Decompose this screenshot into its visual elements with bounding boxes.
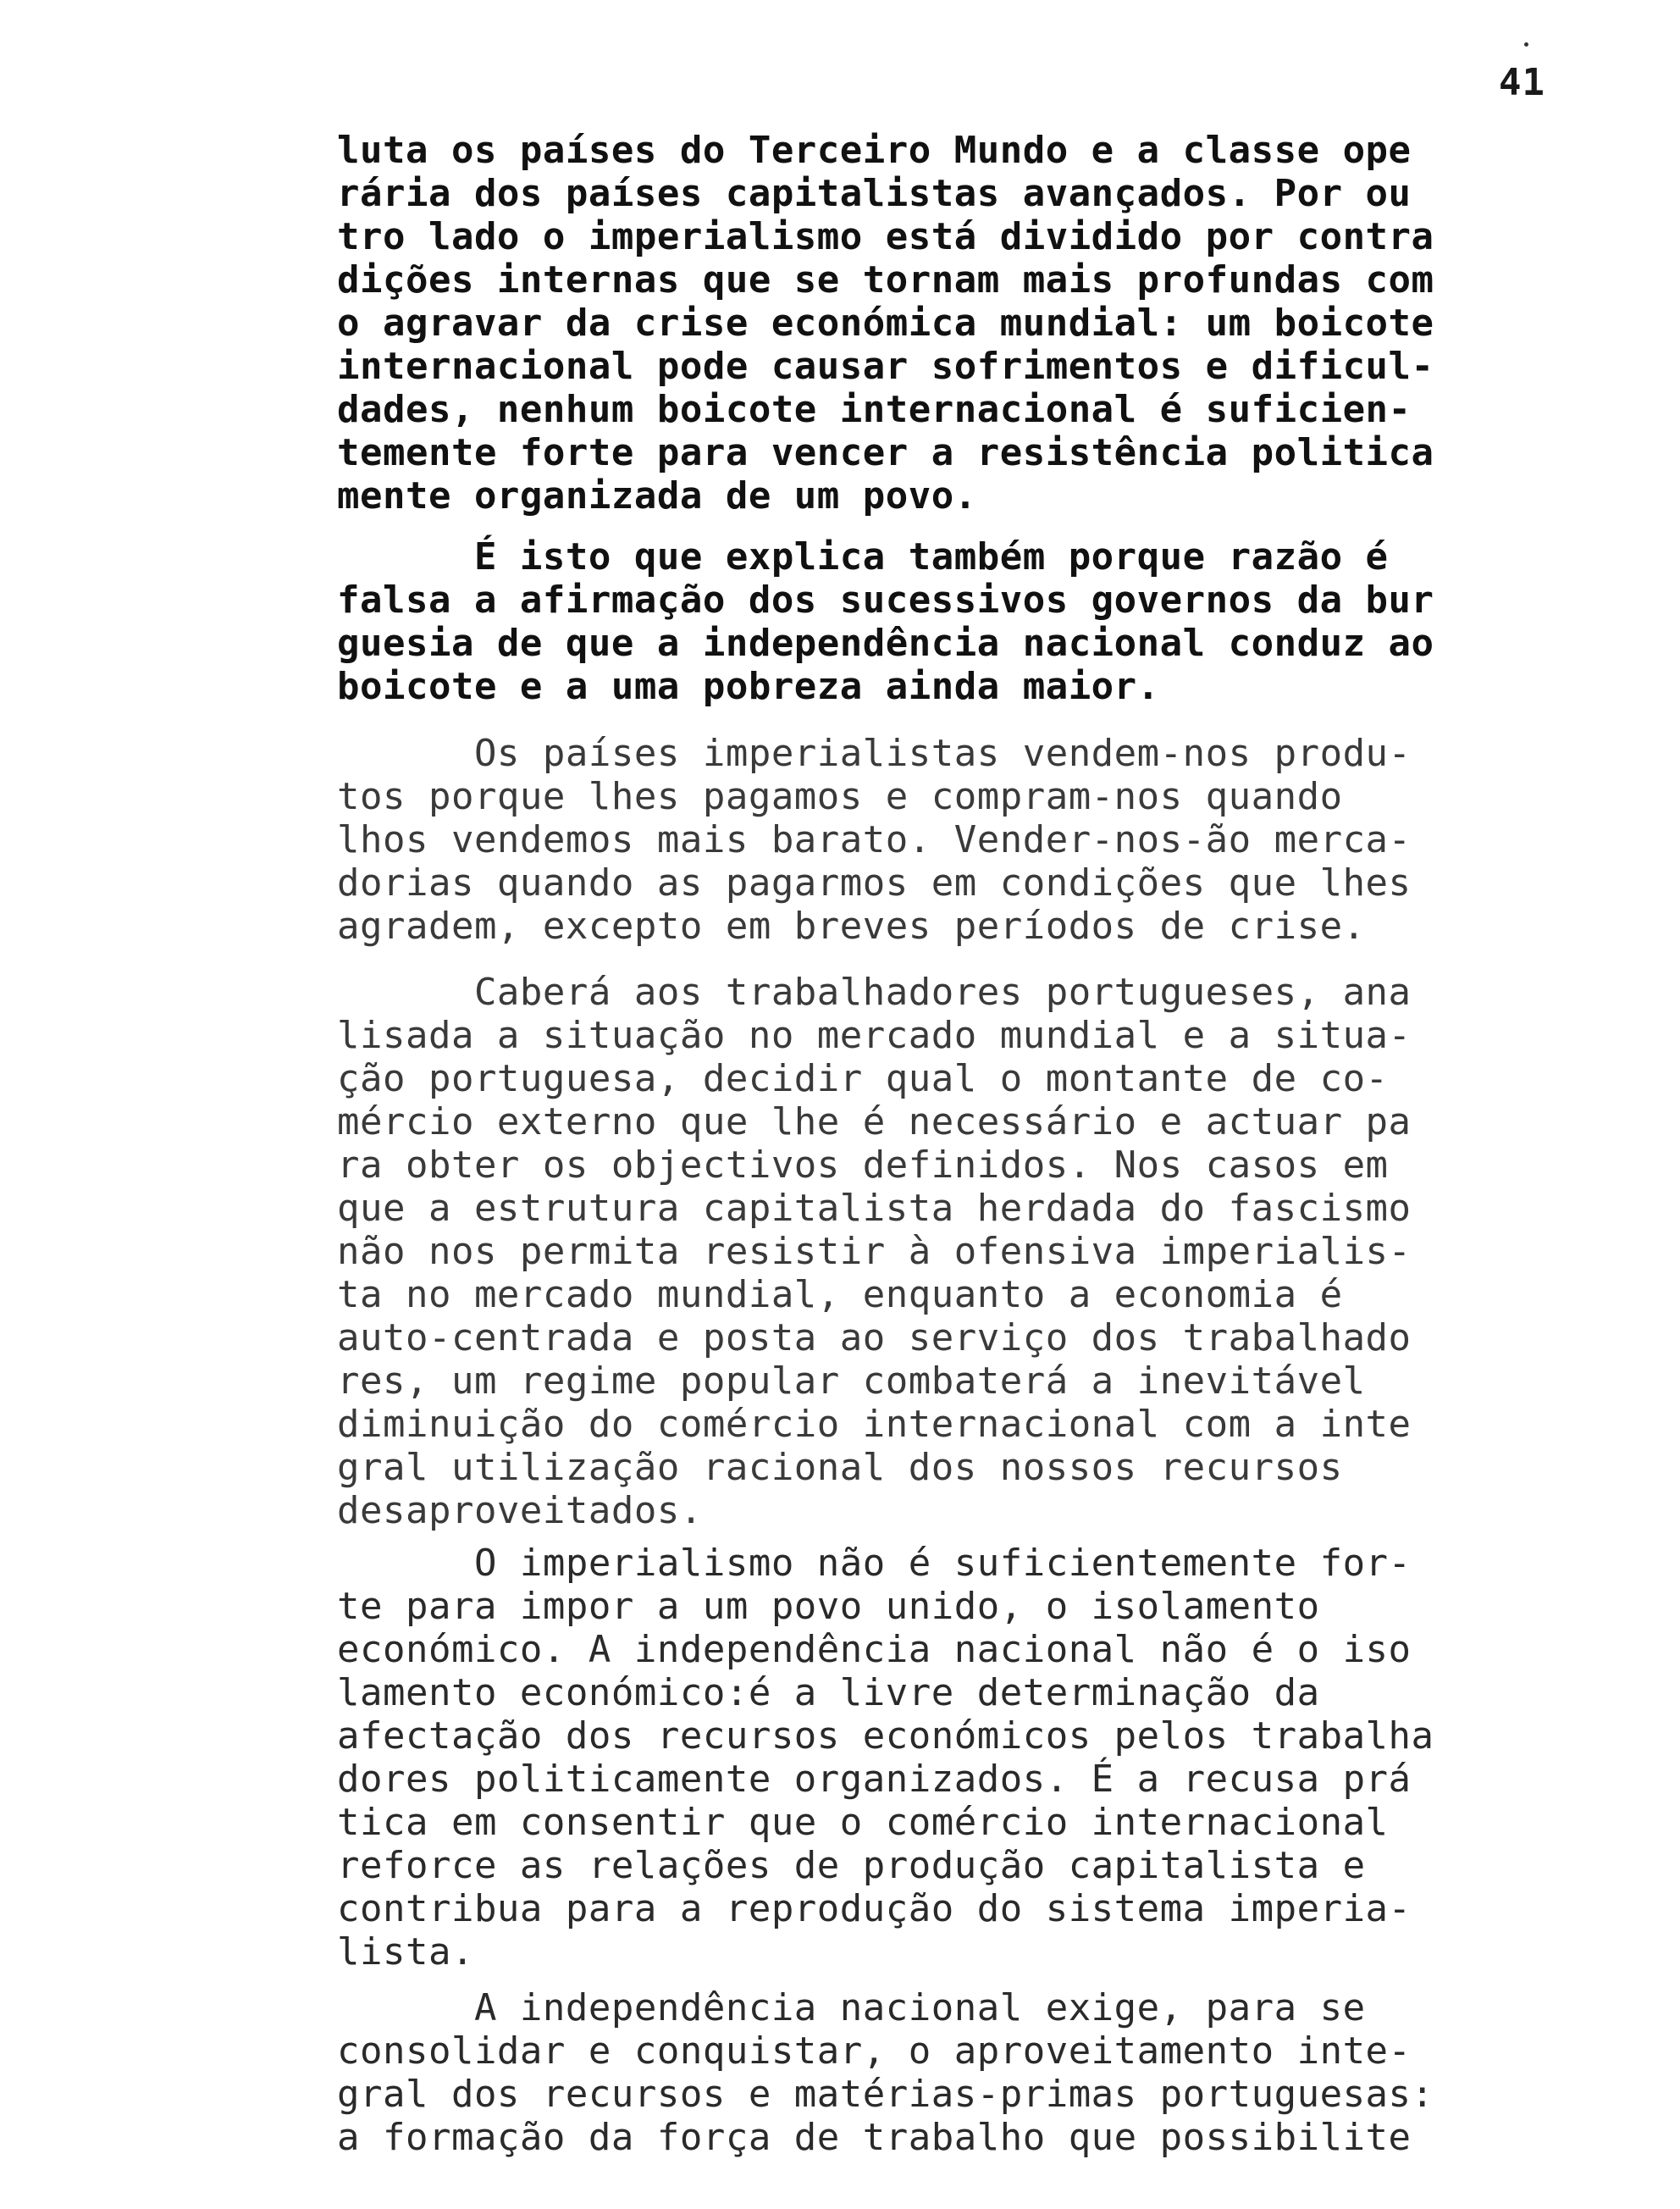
text-line: diminuição do comércio internacional com a inte bbox=[337, 1403, 1412, 1446]
text-line: a formação da força de trabalho que possibilite bbox=[337, 2116, 1412, 2159]
page-number: 41 bbox=[1499, 61, 1545, 104]
text-line: mércio externo que lhe é necessário e actuar pa bbox=[337, 1100, 1412, 1143]
text-line: que a estrutura capitalista herdada do fascismo bbox=[337, 1187, 1412, 1230]
text-line: ta no mercado mundial, enquanto a economia é bbox=[337, 1273, 1343, 1316]
text-line: Caberá aos trabalhadores portugueses, ana bbox=[337, 971, 1412, 1014]
paragraph-5 bbox=[337, 1542, 1590, 1974]
text-line: luta os países do Terceiro Mundo e a classe ope bbox=[337, 129, 1412, 172]
text-line: É isto que explica também porque razão é bbox=[337, 535, 1389, 579]
text-line: lisada a situação no mercado mundial e a situa- bbox=[337, 1014, 1412, 1057]
text-line: dorias quando as pagarmos em condições que lhes bbox=[337, 861, 1412, 905]
text-line: agradem, excepto em breves períodos de crise. bbox=[337, 905, 1366, 948]
ink-speck bbox=[1524, 42, 1528, 47]
text-line: O imperialismo não é suficientemente for- bbox=[337, 1542, 1412, 1585]
text-line: te para impor a um povo unido, o isolamento bbox=[337, 1585, 1320, 1628]
text-line: o agravar da crise económica mundial: um boicote bbox=[337, 302, 1434, 345]
text-line: boicote e a uma pobreza ainda maior. bbox=[337, 665, 1160, 708]
text-line: lamento económico:é a livre determinação da bbox=[337, 1671, 1320, 1714]
text-line: mente organizada de um povo. bbox=[337, 474, 977, 518]
text-line: contribua para a reprodução do sistema imperia- bbox=[337, 1887, 1412, 1930]
paragraph-6 bbox=[337, 1986, 1590, 2159]
text-line: dores politicamente organizados. É a recusa prá bbox=[337, 1758, 1412, 1801]
text-line: gral dos recursos e matérias-primas portuguesas: bbox=[337, 2073, 1434, 2116]
paragraph-2 bbox=[337, 535, 1590, 708]
text-line: afectação dos recursos económicos pelos trabalha bbox=[337, 1714, 1434, 1758]
text-line: lhos vendemos mais barato. Vender-nos-ão merca- bbox=[337, 818, 1412, 861]
text-line: dições internas que se tornam mais profundas com bbox=[337, 258, 1434, 302]
text-line: desaproveitados. bbox=[337, 1489, 703, 1532]
text-line: temente forte para vencer a resistência politica bbox=[337, 431, 1434, 474]
text-line: lista. bbox=[337, 1930, 474, 1974]
paragraph-3 bbox=[337, 732, 1590, 948]
text-line: reforce as relações de produção capitalista e bbox=[337, 1844, 1366, 1887]
text-line: falsa a afirmação dos sucessivos governos da bur bbox=[337, 579, 1434, 622]
text-line: não nos permita resistir à ofensiva imperialis- bbox=[337, 1230, 1412, 1273]
text-line: res, um regime popular combaterá a inevitável bbox=[337, 1359, 1366, 1403]
text-line: tos porque lhes pagamos e compram-nos quando bbox=[337, 775, 1343, 818]
text-line: tro lado o imperialismo está dividido por contra bbox=[337, 215, 1434, 258]
text-line: Os países imperialistas vendem-nos produ- bbox=[337, 732, 1412, 775]
text-line: ção portuguesa, decidir qual o montante de co- bbox=[337, 1057, 1389, 1100]
text-line: económico. A independência nacional não é o iso bbox=[337, 1628, 1412, 1671]
paragraph-1 bbox=[337, 129, 1590, 518]
text-line: rária dos países capitalistas avançados. Por ou bbox=[337, 172, 1412, 215]
text-line: gral utilização racional dos nossos recursos bbox=[337, 1446, 1343, 1489]
text-line: tica em consentir que o comércio internacional bbox=[337, 1801, 1389, 1844]
text-line: auto-centrada e posta ao serviço dos trabalhado bbox=[337, 1316, 1412, 1359]
text-line: internacional pode causar sofrimentos e dificul- bbox=[337, 345, 1434, 388]
text-line: A independência nacional exige, para se bbox=[337, 1986, 1366, 2029]
text-line: consolidar e conquistar, o aproveitamento inte- bbox=[337, 2029, 1412, 2073]
paragraph-4 bbox=[337, 971, 1590, 1532]
text-line: dades, nenhum boicote internacional é suficien- bbox=[337, 388, 1412, 431]
text-line: ra obter os objectivos definidos. Nos casos em bbox=[337, 1143, 1389, 1187]
text-line: guesia de que a independência nacional conduz ao bbox=[337, 622, 1434, 665]
